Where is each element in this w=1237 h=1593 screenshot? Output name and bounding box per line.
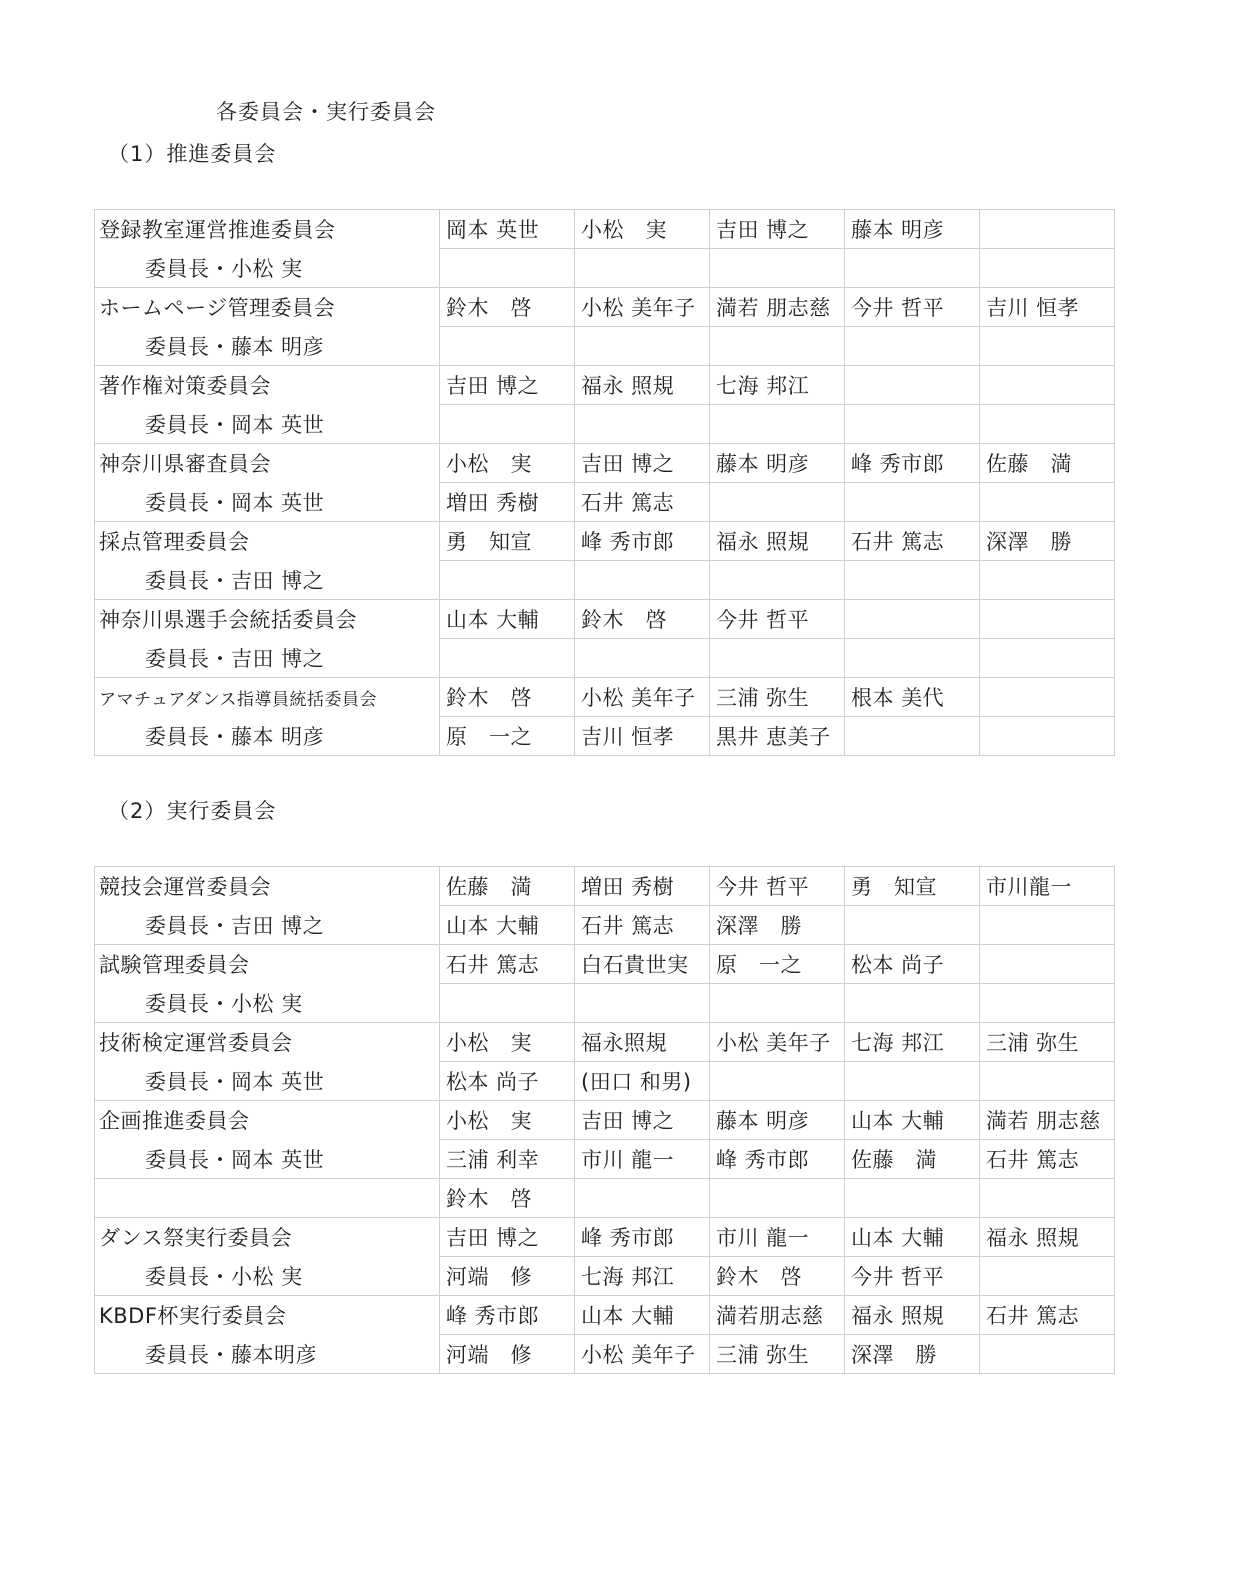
- member-cell: 石井 篤志: [980, 1296, 1115, 1335]
- member-cell: [845, 1062, 980, 1101]
- member-cell: 佐藤 満: [845, 1140, 980, 1179]
- committee-row: [95, 984, 1115, 1023]
- member-cell: [980, 717, 1115, 756]
- section2-heading: （2）実行委員会: [108, 799, 277, 823]
- committee-row: [95, 1101, 1115, 1140]
- member-cell: 吉田 博之: [440, 1218, 575, 1257]
- member-cell: 満若朋志慈: [710, 1296, 845, 1335]
- member-cell: 今井 哲平: [710, 867, 845, 906]
- committee-chair: 委員長・藤本明彦: [95, 1335, 440, 1374]
- member-cell: [980, 561, 1115, 600]
- member-cell: [845, 906, 980, 945]
- member-cell: 三浦 弥生: [710, 1335, 845, 1374]
- committee-row: [95, 639, 1115, 678]
- member-cell: 原 一之: [710, 945, 845, 984]
- member-cell: 福永 照規: [845, 1296, 980, 1335]
- committee-name: 登録教室運営推進委員会: [95, 210, 440, 249]
- member-cell: 小松 美年子: [575, 678, 710, 717]
- member-cell: 河端 修: [440, 1335, 575, 1374]
- committee-name: 試験管理委員会: [95, 945, 440, 984]
- member-cell: [710, 1179, 845, 1218]
- member-cell: [575, 561, 710, 600]
- committee-name: KBDF杯実行委員会: [95, 1296, 440, 1335]
- member-cell: [710, 561, 845, 600]
- committee-row: [95, 1023, 1115, 1062]
- member-cell: 山本 大輔: [845, 1101, 980, 1140]
- member-cell: 市川龍一: [980, 867, 1115, 906]
- committee-name: 著作権対策委員会: [95, 366, 440, 405]
- committee-chair: 委員長・藤本 明彦: [95, 717, 440, 756]
- member-cell: 三浦 利幸: [440, 1140, 575, 1179]
- member-cell: [845, 483, 980, 522]
- member-cell: 吉田 博之: [575, 1101, 710, 1140]
- page-title: 各委員会・実行委員会: [216, 100, 436, 124]
- committee-row: [95, 561, 1115, 600]
- member-cell: 原 一之: [440, 717, 575, 756]
- member-cell: [575, 984, 710, 1023]
- committee-row: [95, 1218, 1115, 1257]
- committee-name: 神奈川県審査員会: [95, 444, 440, 483]
- member-cell: [845, 984, 980, 1023]
- member-cell: [980, 678, 1115, 717]
- committee-row: [95, 483, 1115, 522]
- member-cell: [710, 249, 845, 288]
- member-cell: [845, 405, 980, 444]
- committee-row: [95, 444, 1115, 483]
- member-cell: [710, 984, 845, 1023]
- member-cell: 増田 秀樹: [440, 483, 575, 522]
- member-cell: 満若 朋志慈: [980, 1101, 1115, 1140]
- member-cell: 鈴木 啓: [440, 1179, 575, 1218]
- member-cell: 佐藤 満: [980, 444, 1115, 483]
- member-cell: 七海 邦江: [575, 1257, 710, 1296]
- member-cell: 峰 秀市郎: [440, 1296, 575, 1335]
- committee-row: [95, 1335, 1115, 1374]
- committee-blank-cell: [95, 1179, 440, 1218]
- member-cell: [845, 639, 980, 678]
- member-cell: 佐藤 満: [440, 867, 575, 906]
- member-cell: [980, 327, 1115, 366]
- member-cell: [710, 639, 845, 678]
- member-cell: [440, 984, 575, 1023]
- committee-chair: 委員長・岡本 英世: [95, 405, 440, 444]
- member-cell: [710, 483, 845, 522]
- member-cell: 福永照規: [575, 1023, 710, 1062]
- member-cell: [980, 483, 1115, 522]
- member-cell: 鈴木 啓: [440, 288, 575, 327]
- member-cell: 深澤 勝: [710, 906, 845, 945]
- member-cell: 増田 秀樹: [575, 867, 710, 906]
- committee-chair: 委員長・吉田 博之: [95, 639, 440, 678]
- member-cell: 福永 照規: [710, 522, 845, 561]
- member-cell: [980, 1257, 1115, 1296]
- committee-chair: 委員長・岡本 英世: [95, 1062, 440, 1101]
- member-cell: 吉田 博之: [440, 366, 575, 405]
- member-cell: [575, 405, 710, 444]
- member-cell: 峰 秀市郎: [845, 444, 980, 483]
- member-cell: [440, 249, 575, 288]
- member-cell: 福永 照規: [575, 366, 710, 405]
- member-cell: 小松 美年子: [575, 288, 710, 327]
- member-cell: [710, 1062, 845, 1101]
- member-cell: 小松 実: [440, 1023, 575, 1062]
- committee-row: [95, 288, 1115, 327]
- member-cell: [710, 327, 845, 366]
- member-cell: 峰 秀市郎: [575, 1218, 710, 1257]
- member-cell: 深澤 勝: [845, 1335, 980, 1374]
- committee-name: 技術検定運営委員会: [95, 1023, 440, 1062]
- member-cell: [980, 1062, 1115, 1101]
- committee-name: 企画推進委員会: [95, 1101, 440, 1140]
- committee-row: [95, 600, 1115, 639]
- committee-row: [95, 366, 1115, 405]
- committee-name: 採点管理委員会: [95, 522, 440, 561]
- member-cell: 小松 実: [440, 444, 575, 483]
- member-cell: 石井 篤志: [575, 906, 710, 945]
- member-cell: 七海 邦江: [710, 366, 845, 405]
- member-cell: 勇 知宣: [845, 867, 980, 906]
- member-cell: [980, 945, 1115, 984]
- member-cell: 吉川 恒孝: [980, 288, 1115, 327]
- committee-row: [95, 1296, 1115, 1335]
- member-cell: 小松 実: [575, 210, 710, 249]
- promotion-committee-table: [94, 209, 1115, 756]
- member-cell: [440, 405, 575, 444]
- committee-chair: 委員長・吉田 博之: [95, 561, 440, 600]
- member-cell: 藤本 明彦: [710, 444, 845, 483]
- member-cell: 満若 朋志慈: [710, 288, 845, 327]
- member-cell: 吉田 博之: [710, 210, 845, 249]
- committee-chair: 委員長・吉田 博之: [95, 906, 440, 945]
- committee-name: ダンス祭実行委員会: [95, 1218, 440, 1257]
- member-cell: 今井 哲平: [845, 1257, 980, 1296]
- committee-row: [95, 678, 1115, 717]
- member-cell: 三浦 弥生: [710, 678, 845, 717]
- member-cell: 福永 照規: [980, 1218, 1115, 1257]
- member-cell: [980, 249, 1115, 288]
- member-cell: 石井 篤志: [575, 483, 710, 522]
- member-cell: 岡本 英世: [440, 210, 575, 249]
- committee-name: 神奈川県選手会統括委員会: [95, 600, 440, 639]
- member-cell: 小松 美年子: [575, 1335, 710, 1374]
- member-cell: 七海 邦江: [845, 1023, 980, 1062]
- member-cell: 小松 美年子: [710, 1023, 845, 1062]
- member-cell: [845, 600, 980, 639]
- member-cell: 今井 哲平: [845, 288, 980, 327]
- committee-name: アマチュアダンス指導員統括委員会: [95, 678, 440, 717]
- member-cell: 山本 大輔: [845, 1218, 980, 1257]
- member-cell: 山本 大輔: [440, 600, 575, 639]
- committee-row: [95, 405, 1115, 444]
- committee-row: [95, 522, 1115, 561]
- member-cell: 松本 尚子: [440, 1062, 575, 1101]
- member-cell: [845, 561, 980, 600]
- member-cell: 勇 知宣: [440, 522, 575, 561]
- member-cell: 市川 龍一: [575, 1140, 710, 1179]
- committee-chair: 委員長・岡本 英世: [95, 483, 440, 522]
- member-cell: [980, 639, 1115, 678]
- committee-row: [95, 867, 1115, 906]
- member-cell: 河端 修: [440, 1257, 575, 1296]
- member-cell: 小松 実: [440, 1101, 575, 1140]
- member-cell: [845, 327, 980, 366]
- member-cell: [845, 366, 980, 405]
- committee-row: [95, 249, 1115, 288]
- member-cell: [845, 717, 980, 756]
- member-cell: 今井 哲平: [710, 600, 845, 639]
- member-cell: [845, 249, 980, 288]
- member-cell: 峰 秀市郎: [710, 1140, 845, 1179]
- committee-chair: 委員長・小松 実: [95, 249, 440, 288]
- member-cell: [980, 984, 1115, 1023]
- member-cell: 根本 美代: [845, 678, 980, 717]
- committee-chair: 委員長・小松 実: [95, 1257, 440, 1296]
- member-cell: 白石貴世実: [575, 945, 710, 984]
- member-cell: [575, 327, 710, 366]
- member-cell: [980, 1179, 1115, 1218]
- member-cell: [575, 1179, 710, 1218]
- member-cell: [440, 639, 575, 678]
- member-cell: 山本 大輔: [440, 906, 575, 945]
- member-cell: [440, 561, 575, 600]
- member-cell: 藤本 明彦: [845, 210, 980, 249]
- member-cell: 吉川 恒孝: [575, 717, 710, 756]
- committee-row: [95, 906, 1115, 945]
- member-cell: 鈴木 啓: [440, 678, 575, 717]
- committee-row: [95, 327, 1115, 366]
- member-cell: [575, 639, 710, 678]
- member-cell: [980, 600, 1115, 639]
- member-cell: [980, 405, 1115, 444]
- member-cell: 山本 大輔: [575, 1296, 710, 1335]
- member-cell: [440, 327, 575, 366]
- member-cell: [980, 1335, 1115, 1374]
- member-cell: 石井 篤志: [440, 945, 575, 984]
- member-cell: 松本 尚子: [845, 945, 980, 984]
- member-cell: 峰 秀市郎: [575, 522, 710, 561]
- committee-name: 競技会運営委員会: [95, 867, 440, 906]
- executive-committee-table: [94, 866, 1115, 1374]
- committee-chair: 委員長・小松 実: [95, 984, 440, 1023]
- member-cell: (田口 和男): [575, 1062, 710, 1101]
- member-cell: [980, 906, 1115, 945]
- committee-row: [95, 1062, 1115, 1101]
- member-cell: [575, 249, 710, 288]
- committee-row: [95, 210, 1115, 249]
- committee-row: [95, 1257, 1115, 1296]
- member-cell: [980, 210, 1115, 249]
- member-cell: [980, 366, 1115, 405]
- section1-heading: （1）推進委員会: [108, 142, 277, 166]
- member-cell: 市川 龍一: [710, 1218, 845, 1257]
- committee-name: ホームページ管理委員会: [95, 288, 440, 327]
- member-cell: 吉田 博之: [575, 444, 710, 483]
- member-cell: [710, 405, 845, 444]
- committee-row: [95, 945, 1115, 984]
- committee-chair: 委員長・藤本 明彦: [95, 327, 440, 366]
- committee-row: [95, 1179, 1115, 1218]
- member-cell: [845, 1179, 980, 1218]
- member-cell: 鈴木 啓: [710, 1257, 845, 1296]
- committee-row: [95, 1140, 1115, 1179]
- member-cell: 鈴木 啓: [575, 600, 710, 639]
- member-cell: 石井 篤志: [980, 1140, 1115, 1179]
- committee-row: [95, 717, 1115, 756]
- member-cell: 三浦 弥生: [980, 1023, 1115, 1062]
- member-cell: 石井 篤志: [845, 522, 980, 561]
- member-cell: 藤本 明彦: [710, 1101, 845, 1140]
- member-cell: 黒井 恵美子: [710, 717, 845, 756]
- member-cell: 深澤 勝: [980, 522, 1115, 561]
- committee-chair: 委員長・岡本 英世: [95, 1140, 440, 1179]
